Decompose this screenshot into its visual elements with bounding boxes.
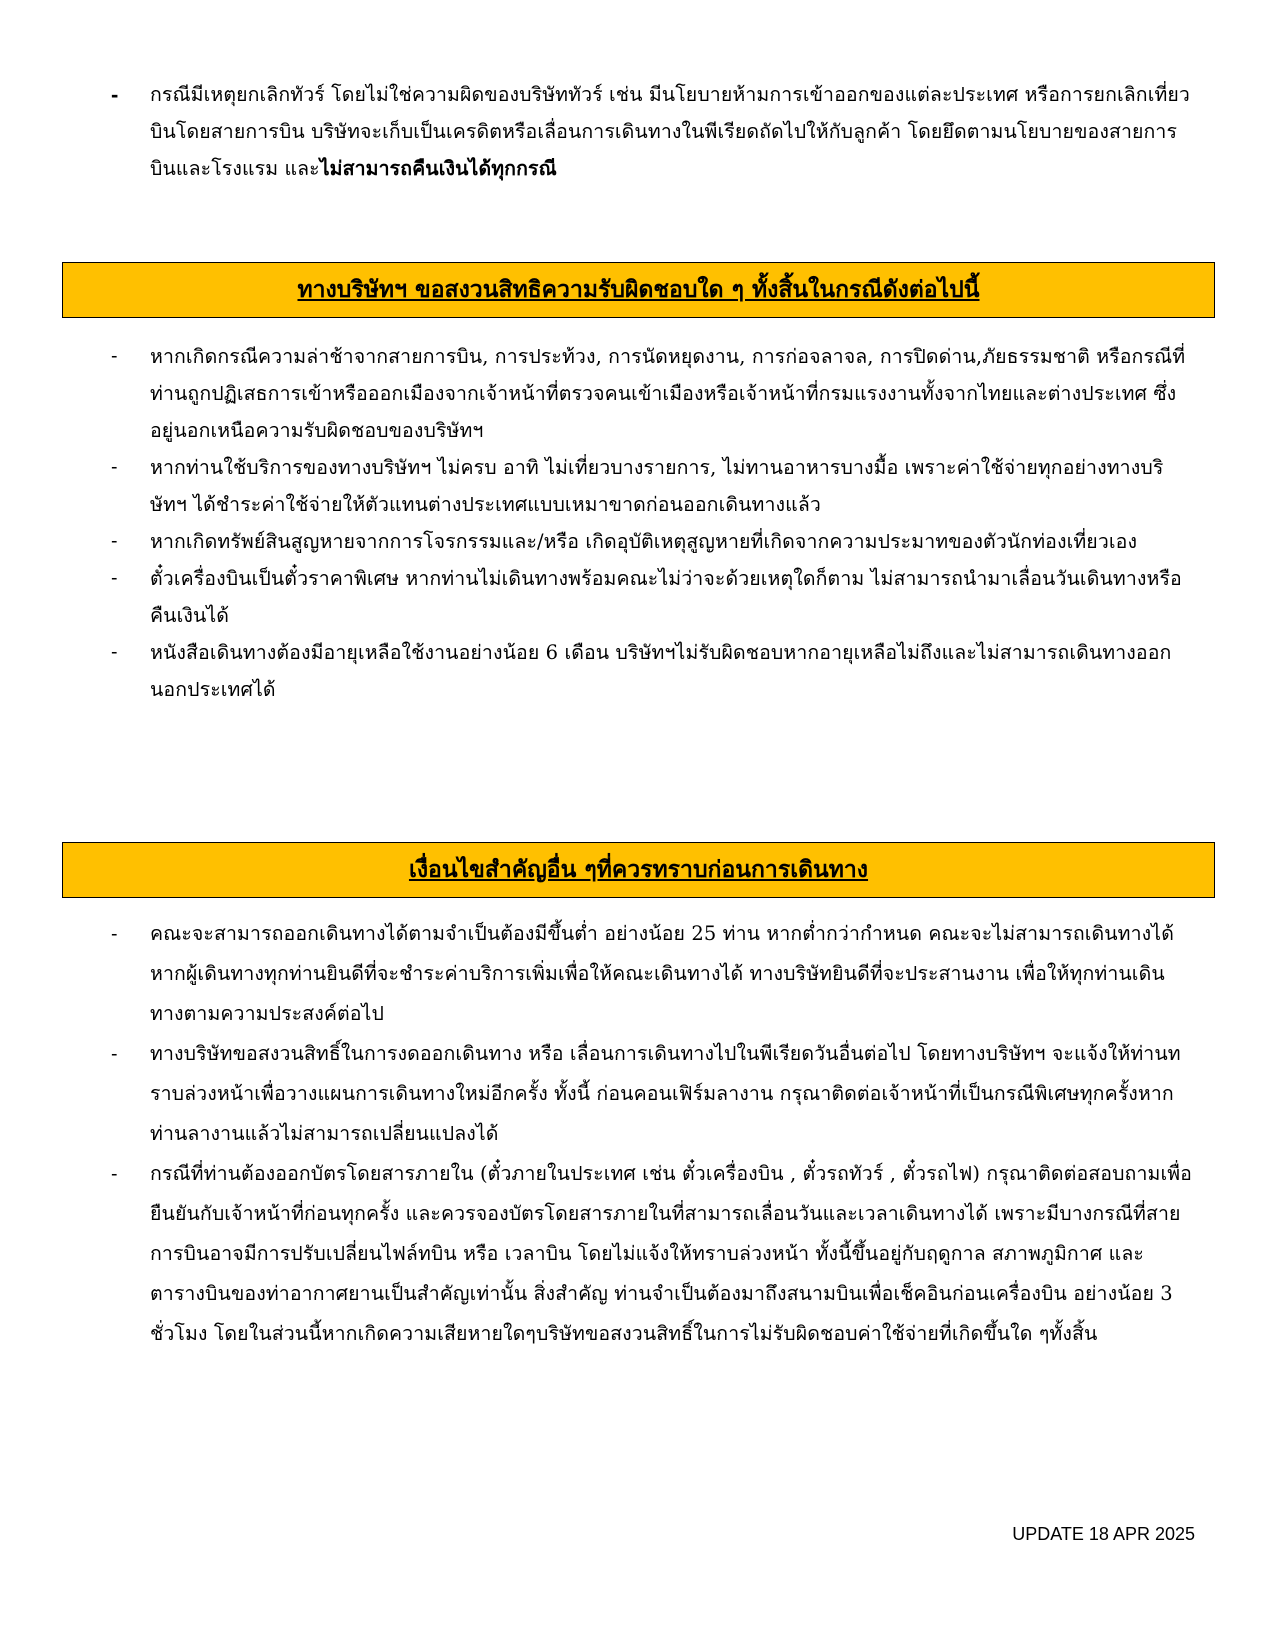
list-item-text: หากท่านใช้บริการของทางบริษัทฯ ไม่ครบ อาทิ ไม่เที่ยวบางรายการ, ไม่ทานอาหารบางมื้อ เพราะค่าใช้จ่ายทุกอย่างทางบริษัทฯ ได้ชำระค่าใช้จ่ายให้ตัวแทนต่างประเทศแบบเหมาขาดก่อนออกเดินทางแล้ว — [150, 456, 1164, 516]
section-header-conditions — [62, 842, 1215, 898]
bullet-dash: - — [111, 923, 118, 945]
bullet-dash: - — [111, 1043, 118, 1065]
list-item — [0, 1154, 1275, 1354]
list-item — [0, 338, 1275, 449]
list-item-text: หากเกิดกรณีความล่าช้าจากสายการบิน, การประท้วง, การนัดหยุดงาน, การก่อจลาจล, การปิดด่าน,ภัยธรรมชาติ หรือกรณีที่ท่านถูกปฏิเสธการเข้าหรือออกเมืองจากเจ้าหน้าที่ตรวจคนเข้าเมืองหรือเจ้าหน้าที่กรมแรงงานทั้งจากไทยและต่างประเทศ ซึ่งอยู่นอกเหนือความรับผิดชอบของบริษัทฯ — [150, 345, 1186, 442]
list-item-text: คณะจะสามารถออกเดินทางได้ตามจำเป็นต้องมีขึ้นต่ำ อย่างน้อย 25 ท่าน หากต่ำกว่ากำหนด คณะจะไม่สามารถเดินทางได้ หากผู้เดินทางทุกท่านยินดีที่จะชำระค่าบริการเพิ่มเพื่อให้คณะเดินทางได้ ทางบริษัทยินดีที่จะประสานงาน เพื่อให้ทุกท่านเดินทางตามความประสงค์ต่อไป — [150, 922, 1174, 1025]
list-item — [0, 449, 1275, 523]
bullet-dash: - — [111, 567, 118, 589]
list-item — [0, 76, 1275, 187]
list-item-text: ตั๋วเครื่องบินเป็นตั๋วราคาพิเศษ หากท่านไม่เดินทางพร้อมคณะไม่ว่าจะด้วยเหตุใดก็ตาม ไม่สามารถนำมาเลื่อนวันเดินทางหรือคืนเงินได้ — [150, 567, 1182, 627]
list-item — [0, 914, 1275, 1034]
list-item-text: หนังสือเดินทางต้องมีอายุเหลือใช้งานอย่างน้อย 6 เดือน บริษัทฯไม่รับผิดชอบหากอายุเหลือไม่ถึงและไม่สามารถเดินทางออกนอกประเทศได้ — [150, 641, 1172, 701]
section-title: เงื่อนไขสำคัญอื่น ๆที่ควรทราบก่อนการเดินทาง — [408, 856, 869, 883]
list-item — [0, 523, 1275, 560]
disclaimer-list — [0, 338, 1275, 708]
list-item — [0, 1034, 1275, 1154]
intro-bold-text: ไม่สามารถคืนเงินได้ทุกกรณี — [319, 157, 557, 180]
list-item-text: ทางบริษัทขอสงวนสิทธิ์ในการงดออกเดินทาง หรือ เลื่อนการเดินทางไปในพีเรียดวันอื่นต่อไป โดยทางบริษัทฯ จะแจ้งให้ท่านทราบล่วงหน้าเพื่อวางแผนการเดินทางใหม่อีกครั้ง ทั้งนี้ ก่อนคอนเฟิร์มลางาน กรุณาติดต่อเจ้าหน้าที่เป็นกรณีพิเศษทุกครั้งหากท่านลางานแล้วไม่สามารถเปลี่ยนแปลงได้ — [150, 1042, 1181, 1145]
intro-list — [0, 76, 1275, 187]
conditions-list — [0, 914, 1275, 1354]
list-item — [0, 634, 1275, 708]
intro-text: กรณีมีเหตุยกเลิกทัวร์ โดยไม่ใช่ความผิดของบริษัททัวร์ เช่น มีนโยบายห้ามการเข้าออกของแต่ละประเทศ หรือการยกเลิกเที่ยวบินโดยสายการบิน บริษัทจะเก็บเป็นเครดิตหรือเลื่อนการเดินทางในพีเรียดถัดไปให้กับลูกค้า โดยยึดตามนโยบายของสายการบินและโรงแรม และ — [150, 83, 1190, 180]
section-header-disclaimer — [62, 262, 1215, 318]
list-item-text: หากเกิดทรัพย์สินสูญหายจากการโจรกรรมและ/หรือ เกิดอุบัติเหตุสูญหายที่เกิดจากความประมาทของตัวนักท่องเที่ยวเอง — [150, 530, 1138, 553]
section-title: ทางบริษัทฯ ขอสงวนสิทธิความรับผิดชอบใด ๆ ทั้งสิ้นในกรณีดังต่อไปนี้ — [297, 276, 980, 303]
bullet-dash: - — [111, 1163, 118, 1185]
bullet-dash: - — [111, 530, 118, 552]
update-date: UPDATE 18 APR 2025 — [1012, 1524, 1195, 1544]
list-item — [0, 560, 1275, 634]
bullet-dash: - — [111, 641, 118, 663]
bullet-dash: - — [111, 456, 118, 478]
bullet-dash: - — [111, 82, 119, 107]
bullet-dash: - — [111, 345, 118, 367]
list-item-text: กรณีที่ท่านต้องออกบัตรโดยสารภายใน (ตั๋วภายในประเทศ เช่น ตั๋วเครื่องบิน , ตั๋วรถทัวร์ , ตั๋วรถไฟ) กรุณาติดต่อสอบถามเพื่อยืนยันกับเจ้าหน้าที่ก่อนทุกครั้ง และควรจองบัตรโดยสารภายในที่สามารถเลื่อนวันและเวลาเดินทางได้ เพราะมีบางกรณีที่สายการบินอาจมีการปรับเปลี่ยนไฟล์ทบิน หรือ เวลาบิน โดยไม่แจ้งให้ทราบล่วงหน้า ทั้งนี้ขึ้นอยู่กับฤดูกาล สภาพภูมิกาศ และ ตารางบินของท่าอากาศยานเป็นสำคัญเท่านั้น สิ่งสำคัญ ท่านจำเป็นต้องมาถึงสนามบินเพื่อเช็คอินก่อนเครื่องบิน อย่างน้อย 3 ชั่วโมง โดยในส่วนนี้หากเกิดความเสียหายใดๆบริษัทขอสงวนสิทธิ์ในการไม่รับผิดชอบค่าใช้จ่ายที่เกิดขึ้นใด ๆทั้งสิ้น — [150, 1162, 1192, 1345]
